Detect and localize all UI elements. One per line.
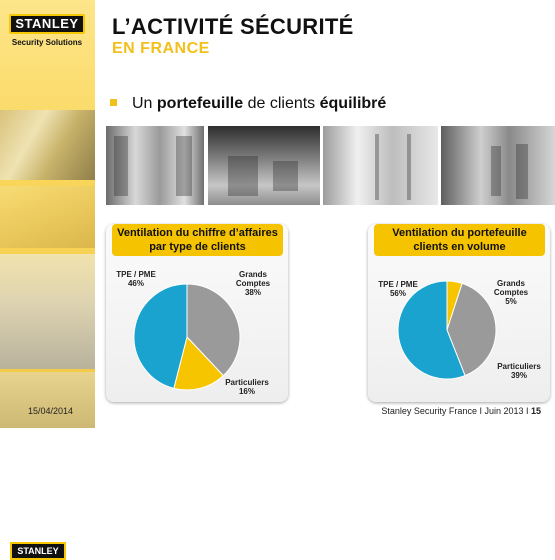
photo-people xyxy=(0,186,95,248)
pie1-label-particuliers-name: Particuliers xyxy=(497,362,541,371)
logo-subtitle: Security Solutions xyxy=(11,38,83,47)
logo-plate xyxy=(9,14,85,34)
left-sidebar xyxy=(0,0,95,556)
chart-title-revenue xyxy=(112,224,283,256)
footer xyxy=(381,406,541,416)
pie1-label-grands xyxy=(488,279,534,306)
pie-chart-revenue xyxy=(133,283,241,391)
page-number: 15 xyxy=(530,406,541,416)
bullet-text xyxy=(132,95,386,113)
chart-title-volume-line2: clients en volume xyxy=(413,241,506,253)
pie0-label-particuliers-value: 16% xyxy=(238,387,255,396)
mini-logo-text: STANLEY xyxy=(17,546,59,556)
pie0-label-tpe xyxy=(114,270,158,288)
chart-title-revenue-line1: Ventilation du chiffre d’affaires xyxy=(117,227,278,239)
bullet-part2: de clients xyxy=(243,95,320,112)
pie0-label-particuliers xyxy=(222,378,272,396)
chart-title-revenue-line2: par type de clients xyxy=(149,241,246,253)
pie0-label-grands xyxy=(230,270,276,297)
pie1-label-particuliers-value: 39% xyxy=(510,371,527,380)
photo-warehouse xyxy=(106,126,204,205)
photo-office-corridor xyxy=(323,126,438,205)
mini-logo xyxy=(10,542,66,560)
stanley-logo xyxy=(6,14,88,57)
pie0-label-grands-value: 38% xyxy=(244,288,261,297)
pie1-label-tpe-name: TPE / PME xyxy=(378,280,418,289)
page-title: L’ACTIVITÉ SÉCURITÉ xyxy=(112,14,354,39)
logo-name: STANLEY xyxy=(15,16,79,31)
photo-loading-dock xyxy=(208,126,320,205)
photo-security-agent xyxy=(0,110,95,180)
page-subtitle: EN FRANCE xyxy=(112,40,210,57)
pie1-label-grands-name2: Comptes xyxy=(493,288,529,297)
bullet-part1: Un xyxy=(132,95,157,112)
bullet-square-icon xyxy=(110,99,117,106)
chart-title-volume-line1: Ventilation du portefeuille xyxy=(392,227,527,239)
bullet-bold2: équilibré xyxy=(319,95,387,112)
pie1-label-particuliers xyxy=(494,362,544,380)
bullet-bold1: portefeuille xyxy=(156,95,244,112)
footer-text: Stanley Security France I Juin 2013 I xyxy=(381,406,531,416)
photo-clothing-store xyxy=(441,126,555,205)
pie1-label-tpe-value: 56% xyxy=(389,289,406,298)
pie0-label-tpe-value: 46% xyxy=(127,279,144,288)
pie0-label-grands-name2: Comptes xyxy=(235,279,271,288)
slide-date: 15/04/2014 xyxy=(28,406,74,416)
pie0-label-tpe-name: TPE / PME xyxy=(116,270,156,279)
pie1-label-grands-value: 5% xyxy=(505,297,517,306)
pie0-label-particuliers-name: Particuliers xyxy=(225,378,269,387)
photo-signature xyxy=(0,372,95,428)
pie1-label-grands-name1: Grands xyxy=(496,279,525,288)
chart-title-volume xyxy=(374,224,545,256)
pie1-label-tpe xyxy=(375,280,421,298)
pie0-label-grands-name1: Grands xyxy=(238,270,267,279)
